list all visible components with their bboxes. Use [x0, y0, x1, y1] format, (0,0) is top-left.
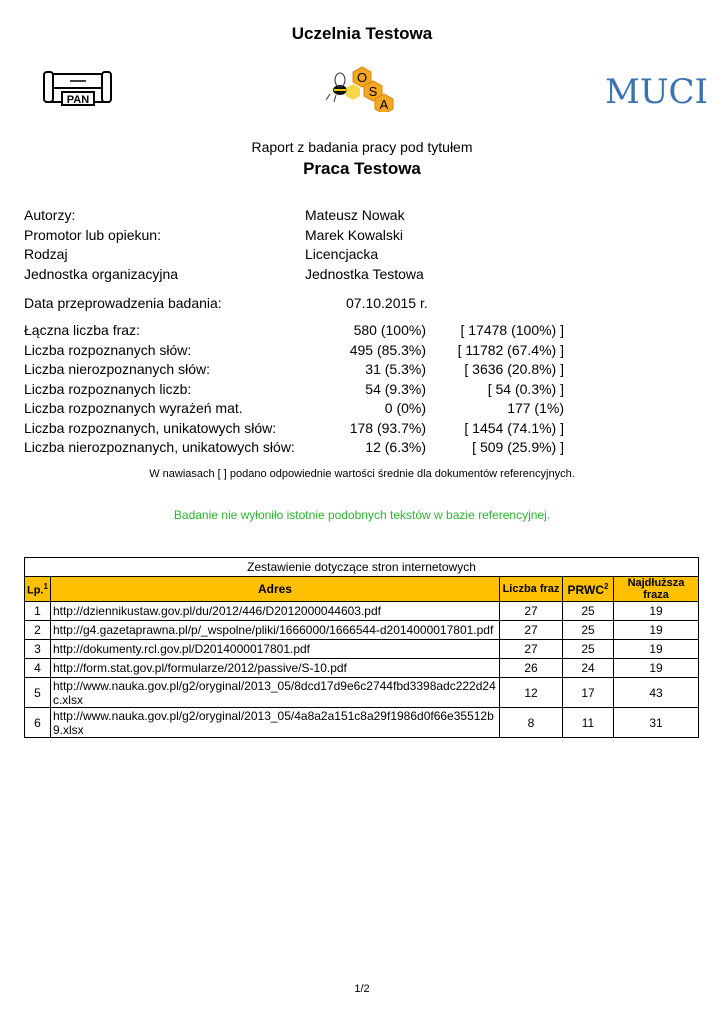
info-value: Jednostka Testowa: [305, 265, 424, 282]
work-title: Praca Testowa: [303, 159, 421, 178]
pan-logo: [42, 70, 114, 113]
info-row-type: [24, 245, 584, 265]
stat-row: [24, 361, 584, 381]
stat-label: Liczba nierozpoznanych, unikatowych słów:: [24, 439, 295, 455]
page-number: 1/2: [354, 983, 370, 995]
stat-reference: [ 11782 (67.4%) ]: [457, 341, 564, 358]
stat-row: [24, 400, 584, 420]
cell-prwc: 25: [563, 640, 614, 659]
table-row: [25, 621, 699, 640]
info-label: Autorzy:: [24, 207, 76, 223]
info-row-unit: [24, 265, 584, 285]
stat-reference: [ 54 (0.3%) ]: [487, 380, 564, 397]
info-value: Marek Kowalski: [305, 226, 404, 243]
info-value: Mateusz Nowak: [305, 207, 405, 223]
osa-letter-o: O: [356, 70, 368, 85]
info-value: Licencjacka: [305, 246, 379, 262]
cell-najdluzsza: 43: [614, 678, 699, 708]
date-row: [24, 295, 584, 311]
col-header-adres: Adres: [50, 577, 499, 602]
cell-liczba-fraz: 8: [500, 708, 563, 738]
info-row-authors: [24, 206, 584, 226]
info-label: Jednostka organizacyjna: [24, 265, 179, 282]
cell-lp: 1: [25, 602, 51, 621]
stat-value: 495 (85.3%): [349, 341, 426, 358]
table-row: [25, 678, 699, 708]
cell-liczba-fraz: 27: [500, 621, 563, 640]
stat-row: [24, 439, 584, 459]
stat-value: 178 (93.7%): [349, 419, 426, 436]
cell-liczba-fraz: 26: [500, 659, 563, 678]
cell-url: http://www.nauka.gov.pl/g2/oryginal/2013_05/8dcd17d9e6c2744fbd3398adc222d24c.xlsx: [50, 678, 499, 708]
cell-liczba-fraz: 27: [500, 602, 563, 621]
cell-liczba-fraz: 27: [500, 640, 563, 659]
stats-block: [24, 322, 584, 459]
stat-row: [24, 322, 584, 342]
stat-reference: [ 3636 (20.8%) ]: [464, 361, 564, 377]
institution-title: Uczelnia Testowa: [291, 24, 433, 43]
cell-url: http://dziennikustaw.gov.pl/du/2012/446/D2012000044603.pdf: [50, 602, 499, 621]
cell-url: http://g4.gazetaprawna.pl/p/_wspolne/pliki/1666000/1666544-d2014000017801.pdf: [50, 621, 499, 640]
col-header-najdluzsza: Najdłuższa fraza: [614, 577, 699, 602]
stat-label: Liczba rozpoznanych wyrażeń mat.: [24, 400, 243, 416]
table-row: [25, 602, 699, 621]
cell-prwc: 25: [563, 621, 614, 640]
stat-label: Liczba rozpoznanych słów:: [24, 341, 192, 358]
stat-row: [24, 381, 584, 401]
osa-letter-s: S: [368, 84, 378, 99]
cell-url: http://form.stat.gov.pl/formularze/2012/passive/S-10.pdf: [50, 659, 499, 678]
stat-reference: 177 (1%): [507, 400, 564, 416]
stat-reference: [ 17478 (100%) ]: [460, 322, 564, 338]
col-header-liczba-fraz: Liczba fraz: [500, 577, 563, 602]
stat-reference: [ 509 (25.9%) ]: [472, 439, 564, 455]
cell-prwc: 24: [563, 659, 614, 678]
col-header-prwc: PRWC$^2$: [563, 577, 614, 602]
stat-row: [24, 420, 584, 440]
cell-lp: 4: [25, 659, 51, 678]
cell-prwc: 11: [563, 708, 614, 738]
cell-url: http://www.nauka.gov.pl/g2/oryginal/2013_05/4a8a2a151c8a29f1986d0f66e35512b9.xlsx: [50, 708, 499, 738]
stat-row: [24, 342, 584, 362]
info-label: Rodzaj: [24, 246, 68, 262]
cell-liczba-fraz: 12: [500, 678, 563, 708]
stat-value: 31 (5.3%): [365, 361, 426, 377]
stat-value: 54 (9.3%): [365, 380, 426, 397]
pan-logo-text: PAN: [66, 94, 90, 106]
stat-label: Liczba rozpoznanych, unikatowych słów:: [24, 419, 277, 436]
report-subtitle: Raport z badania pracy pod tytułem: [251, 139, 473, 155]
table-row: [25, 640, 699, 659]
info-label: Promotor lub opiekun:: [24, 226, 161, 243]
table-row: [25, 659, 699, 678]
stat-value: 580 (100%): [353, 322, 426, 338]
cell-najdluzsza: 19: [614, 602, 699, 621]
table-caption: Zestawienie dotyczące stron internetowych: [25, 558, 699, 577]
cell-lp: 2: [25, 621, 51, 640]
cell-lp: 3: [25, 640, 51, 659]
muci-logo: MUCI: [605, 72, 708, 112]
cell-lp: 5: [25, 678, 51, 708]
cell-url: http://dokumenty.rcl.gov.pl/D2014000017801.pdf: [50, 640, 499, 659]
websites-table: [24, 557, 699, 738]
stat-label: Liczba nierozpoznanych słów:: [24, 361, 210, 377]
table-row: [25, 708, 699, 738]
date-label: Data przeprowadzenia badania:: [24, 295, 222, 311]
stat-value: 0 (0%): [384, 400, 426, 416]
stat-value: 12 (6.3%): [365, 439, 426, 455]
col-header-lp: Lp.$^1$: [25, 577, 51, 602]
osa-letter-a: A: [379, 97, 389, 112]
cell-prwc: 17: [563, 678, 614, 708]
cell-najdluzsza: 19: [614, 621, 699, 640]
reference-note: W nawiasach [ ] podano odpowiednie wartości średnie dla dokumentów referencyjnych.: [149, 468, 575, 480]
info-row-supervisor: [24, 226, 584, 246]
stat-label: Liczba rozpoznanych liczb:: [24, 380, 192, 397]
stat-label: Łączna liczba fraz:: [24, 322, 140, 338]
cell-lp: 6: [25, 708, 51, 738]
cell-najdluzsza: 19: [614, 659, 699, 678]
cell-prwc: 25: [563, 602, 614, 621]
cell-najdluzsza: 31: [614, 708, 699, 738]
cell-najdluzsza: 19: [614, 640, 699, 659]
result-message: Badanie nie wyłoniło istotnie podobnych tekstów w bazie referencyjnej.: [173, 508, 551, 522]
osa-logo: [326, 66, 400, 117]
date-value: 07.10.2015 r.: [346, 295, 428, 311]
stat-reference: [ 1454 (74.1%) ]: [464, 419, 564, 436]
